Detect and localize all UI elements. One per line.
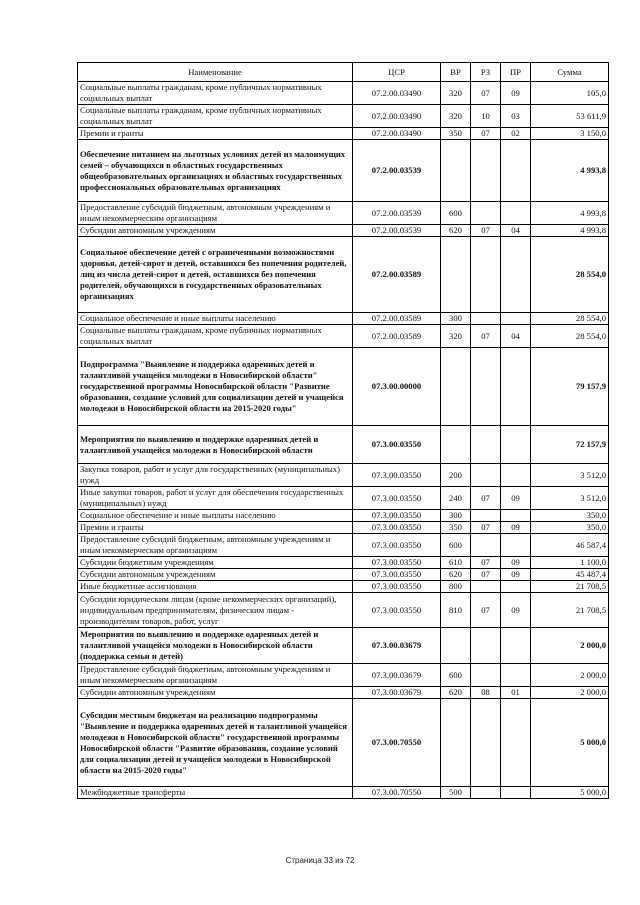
cell-sum: 350,0 xyxy=(531,510,609,522)
cell-csr: 07.3.00.03550 xyxy=(353,593,441,628)
cell-sum: 21 708,5 xyxy=(531,581,609,593)
cell-vr: 350 xyxy=(441,522,471,534)
cell-csr: 07.3.00.70550 xyxy=(353,787,441,799)
cell-vr: 320 xyxy=(441,82,471,105)
cell-rz xyxy=(471,426,501,464)
cell-pr xyxy=(501,534,531,557)
cell-name: Субсидии бюджетным учреждениям xyxy=(78,557,353,569)
cell-rz: 07 xyxy=(471,325,501,348)
cell-csr: 07.2.00.03589 xyxy=(353,325,441,348)
cell-pr: 04 xyxy=(501,225,531,237)
cell-name: Обеспечение питанием на льготных условиях детей из малоимущих семей – обучающихся в областных государственных общеобразовательных организациях и областных государственных профессиональных образовательных организациях xyxy=(78,140,353,202)
cell-name: Социальное обеспечение и иные выплаты населению xyxy=(78,313,353,325)
cell-vr xyxy=(441,426,471,464)
cell-csr: 07.3.00.03679 xyxy=(353,664,441,687)
cell-csr: 07.3.00.03550 xyxy=(353,581,441,593)
table-row xyxy=(78,487,609,510)
cell-csr: 07.2.00.03539 xyxy=(353,225,441,237)
cell-name: Мероприятия по выявлению и поддержке одаренных детей и талантливой учащейся молодежи в Новосибирской области (поддержка семьи и детей) xyxy=(78,628,353,664)
cell-pr xyxy=(501,699,531,787)
cell-csr: 07.3.00.03550 xyxy=(353,534,441,557)
table-row xyxy=(78,140,609,202)
cell-name: Социальное обеспечение детей с ограниченными возможностями здоровья, детей-сирот и детей, оставшихся без попечения родителей, лиц из числа детей-сирот и детей, оставшихся без попечения родителей, обучающихся в государственных образовательных организациях xyxy=(78,237,353,313)
cell-sum: 79 157,9 xyxy=(531,348,609,426)
cell-csr: 07.3.00.03550 xyxy=(353,426,441,464)
cell-vr: 620 xyxy=(441,687,471,699)
cell-csr: 07.3.00.03679 xyxy=(353,687,441,699)
table-row xyxy=(78,202,609,225)
cell-sum: 2 000,0 xyxy=(531,664,609,687)
cell-csr: 07.2.00.03539 xyxy=(353,140,441,202)
cell-pr xyxy=(501,464,531,487)
cell-sum: 72 157,9 xyxy=(531,426,609,464)
cell-csr: 07.3.00.03679 xyxy=(353,628,441,664)
cell-rz xyxy=(471,237,501,313)
cell-pr xyxy=(501,237,531,313)
table-row xyxy=(78,237,609,313)
cell-pr: 01 xyxy=(501,687,531,699)
cell-name: Иные бюджетные ассигнования xyxy=(78,581,353,593)
table-row xyxy=(78,569,609,581)
cell-rz xyxy=(471,581,501,593)
cell-vr: 600 xyxy=(441,534,471,557)
cell-rz xyxy=(471,202,501,225)
cell-pr: 02 xyxy=(501,128,531,140)
cell-sum: 53 611,9 xyxy=(531,105,609,128)
cell-rz: 07 xyxy=(471,569,501,581)
table-row xyxy=(78,557,609,569)
cell-sum: 5 000,0 xyxy=(531,787,609,799)
cell-rz: 07 xyxy=(471,557,501,569)
cell-sum: 45 487,4 xyxy=(531,569,609,581)
cell-pr: 04 xyxy=(501,325,531,348)
cell-vr xyxy=(441,348,471,426)
cell-rz xyxy=(471,787,501,799)
cell-name: Социальное обеспечение и иные выплаты населению xyxy=(78,510,353,522)
cell-rz xyxy=(471,510,501,522)
cell-name: Субсидии автономным учреждениям xyxy=(78,569,353,581)
cell-vr: 300 xyxy=(441,510,471,522)
cell-csr: 07.3.00.03550 xyxy=(353,569,441,581)
cell-rz xyxy=(471,348,501,426)
cell-vr: 500 xyxy=(441,787,471,799)
cell-vr: 200 xyxy=(441,464,471,487)
cell-sum: 4 993,8 xyxy=(531,225,609,237)
cell-vr: 600 xyxy=(441,202,471,225)
table-header-row xyxy=(78,63,609,82)
cell-rz xyxy=(471,664,501,687)
cell-name: Подпрограмма "Выявление и поддержка одаренных детей и талантливой учащейся молодежи в Новосибирской области" государственной программы Новосибирской области "Развитие образования, создание условий для социализации детей и учащейся молодежи в Новосибирской области на 2015-2020 годы" xyxy=(78,348,353,426)
cell-csr: 07.3.00.03550 xyxy=(353,464,441,487)
cell-pr: 09 xyxy=(501,82,531,105)
cell-vr xyxy=(441,699,471,787)
table-row xyxy=(78,105,609,128)
cell-pr xyxy=(501,787,531,799)
cell-csr: 07.3.00.03550 xyxy=(353,487,441,510)
cell-name: Субсидии местным бюджетам на реализацию подпрограммы "Выявление и поддержка одаренных детей и талантливой учащейся молодежи в Новосибирской области" государственной программы Новосибирской области "Развитие образования, создание условий для социализации детей и учащейся молодежи в Новосибирской области на 2015-2020 годы" xyxy=(78,699,353,787)
cell-pr xyxy=(501,348,531,426)
table-row xyxy=(78,593,609,628)
cell-csr: 07.2.00.03539 xyxy=(353,202,441,225)
cell-vr: 300 xyxy=(441,313,471,325)
cell-pr xyxy=(501,510,531,522)
cell-csr: 07.2.00.03490 xyxy=(353,128,441,140)
table-row xyxy=(78,699,609,787)
table-row xyxy=(78,581,609,593)
cell-rz xyxy=(471,628,501,664)
table-row xyxy=(78,664,609,687)
cell-name: Предоставление субсидий бюджетным, автономным учреждениям и иным некоммерческим организациям xyxy=(78,664,353,687)
cell-vr: 350 xyxy=(441,128,471,140)
cell-rz xyxy=(471,313,501,325)
cell-pr: 09 xyxy=(501,557,531,569)
cell-rz: 07 xyxy=(471,522,501,534)
cell-csr: 07.2.00.03490 xyxy=(353,82,441,105)
cell-vr xyxy=(441,628,471,664)
table-row xyxy=(78,325,609,348)
cell-name: Предоставление субсидий бюджетным, автономным учреждениям и иным некоммерческим организациям xyxy=(78,534,353,557)
cell-vr: 810 xyxy=(441,593,471,628)
cell-pr xyxy=(501,628,531,664)
cell-rz: 08 xyxy=(471,687,501,699)
cell-csr: 07.2.00.03490 xyxy=(353,105,441,128)
table-row xyxy=(78,464,609,487)
cell-pr xyxy=(501,313,531,325)
header-csr: ЦСР xyxy=(353,63,441,82)
cell-sum: 105,0 xyxy=(531,82,609,105)
cell-sum: 28 554,0 xyxy=(531,237,609,313)
cell-vr: 800 xyxy=(441,581,471,593)
header-sum: Сумма xyxy=(531,63,609,82)
cell-rz xyxy=(471,699,501,787)
cell-sum: 1 100,0 xyxy=(531,557,609,569)
table-row xyxy=(78,510,609,522)
cell-csr: 07.2.00.03589 xyxy=(353,237,441,313)
cell-sum: 3 512,0 xyxy=(531,487,609,510)
table-row xyxy=(78,787,609,799)
cell-sum: 46 587,4 xyxy=(531,534,609,557)
cell-vr: 620 xyxy=(441,569,471,581)
table-row xyxy=(78,225,609,237)
header-name: Наименование xyxy=(78,63,353,82)
cell-sum: 28 554,0 xyxy=(531,325,609,348)
cell-name: Социальные выплаты гражданам, кроме публичных нормативных социальных выплат xyxy=(78,325,353,348)
cell-rz: 07 xyxy=(471,128,501,140)
cell-rz: 07 xyxy=(471,82,501,105)
cell-rz: 10 xyxy=(471,105,501,128)
budget-table xyxy=(77,62,609,799)
cell-name: Премии и гранты xyxy=(78,522,353,534)
header-vr: ВР xyxy=(441,63,471,82)
header-rz: РЗ xyxy=(471,63,501,82)
cell-vr: 240 xyxy=(441,487,471,510)
cell-csr: 07.3.00.70550 xyxy=(353,699,441,787)
cell-rz: 07 xyxy=(471,487,501,510)
cell-name: Премии и гранты xyxy=(78,128,353,140)
cell-sum: 5 000,0 xyxy=(531,699,609,787)
table-row xyxy=(78,128,609,140)
cell-csr: 07.3.00.03550 xyxy=(353,557,441,569)
cell-vr: 600 xyxy=(441,664,471,687)
cell-name: Закупка товаров, работ и услуг для государственных (муниципальных) нужд xyxy=(78,464,353,487)
cell-sum: 28 554,0 xyxy=(531,313,609,325)
cell-pr xyxy=(501,426,531,464)
cell-vr xyxy=(441,237,471,313)
cell-vr: 320 xyxy=(441,325,471,348)
table-row xyxy=(78,534,609,557)
cell-name: Социальные выплаты гражданам, кроме публичных нормативных социальных выплат xyxy=(78,105,353,128)
table-row xyxy=(78,348,609,426)
cell-name: Субсидии автономным учреждениям xyxy=(78,687,353,699)
cell-pr: 09 xyxy=(501,487,531,510)
cell-pr: 09 xyxy=(501,593,531,628)
cell-csr: 07.3.00.03550 xyxy=(353,510,441,522)
cell-csr: 07.2.00.03589 xyxy=(353,313,441,325)
cell-rz xyxy=(471,140,501,202)
cell-vr xyxy=(441,140,471,202)
cell-vr: 610 xyxy=(441,557,471,569)
cell-sum: 350,0 xyxy=(531,522,609,534)
cell-sum: 21 708,5 xyxy=(531,593,609,628)
cell-csr: 07.3.00.00000 xyxy=(353,348,441,426)
table-row xyxy=(78,628,609,664)
cell-rz: 07 xyxy=(471,225,501,237)
cell-csr: 07.3.00.03550 xyxy=(353,522,441,534)
cell-pr: 09 xyxy=(501,569,531,581)
cell-sum: 2 000,0 xyxy=(531,628,609,664)
table-row xyxy=(78,426,609,464)
table-row xyxy=(78,687,609,699)
cell-rz: 07 xyxy=(471,593,501,628)
cell-rz xyxy=(471,464,501,487)
cell-pr: 09 xyxy=(501,522,531,534)
cell-rz xyxy=(471,534,501,557)
table-row xyxy=(78,82,609,105)
cell-sum: 3 150,0 xyxy=(531,128,609,140)
cell-name: Мероприятия по выявлению и поддержке одаренных детей и талантливой учащейся молодежи в Новосибирской области xyxy=(78,426,353,464)
header-pr: ПР xyxy=(501,63,531,82)
cell-sum: 4 993,8 xyxy=(531,140,609,202)
cell-pr: 03 xyxy=(501,105,531,128)
page-number: Страница 33 из 72 xyxy=(285,856,355,865)
table-row xyxy=(78,313,609,325)
cell-name: Межбюджетные трансферты xyxy=(78,787,353,799)
cell-pr xyxy=(501,664,531,687)
cell-pr xyxy=(501,581,531,593)
cell-vr: 620 xyxy=(441,225,471,237)
cell-vr: 320 xyxy=(441,105,471,128)
cell-name: Предоставление субсидий бюджетным, автономным учреждениям и иным некоммерческим организациям xyxy=(78,202,353,225)
cell-sum: 2 000,0 xyxy=(531,687,609,699)
cell-sum: 4 993,8 xyxy=(531,202,609,225)
cell-pr xyxy=(501,140,531,202)
cell-sum: 3 512,0 xyxy=(531,464,609,487)
table-body xyxy=(78,82,609,799)
table-row xyxy=(78,522,609,534)
cell-pr xyxy=(501,202,531,225)
cell-name: Иные закупки товаров, работ и услуг для обеспечения государственных (муниципальных) нужд xyxy=(78,487,353,510)
cell-name: Субсидии юридическим лицам (кроме некоммерческих организаций), индивидуальным предпринимателям, физическим лицам - производителям товаров, работ, услуг xyxy=(78,593,353,628)
cell-name: Социальные выплаты гражданам, кроме публичных нормативных социальных выплат xyxy=(78,82,353,105)
cell-name: Субсидии автономным учреждениям xyxy=(78,225,353,237)
